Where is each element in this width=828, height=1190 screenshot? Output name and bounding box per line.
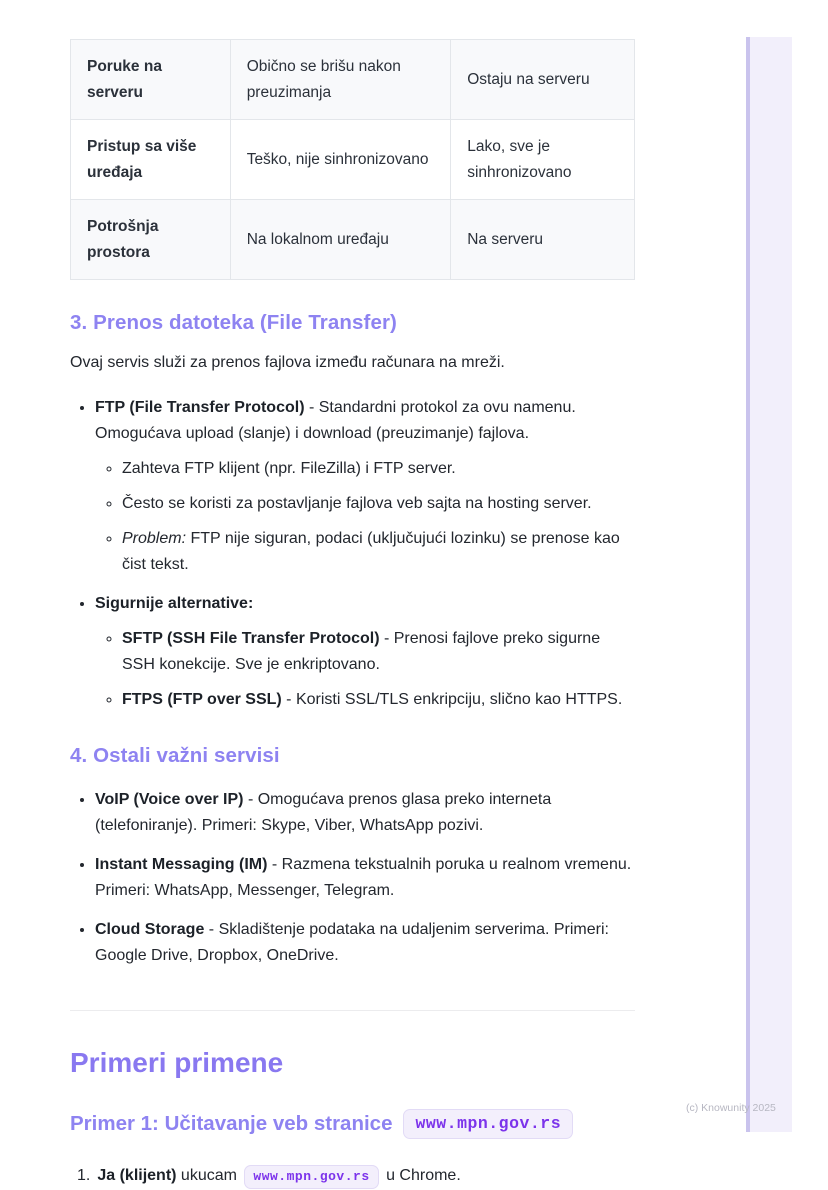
examples-title: Primeri primene [70,1047,284,1078]
list-item [122,626,635,678]
step-lead: Ja (klijent) [97,1167,177,1184]
section-3-heading: 3. Prenos datoteka (File Transfer) [70,311,397,334]
list-item-lead: VoIP (Voice over IP) [95,791,244,808]
list-item-voip [95,787,635,839]
alternatives-sublist [95,626,635,713]
url-code-chip: www.mpn.gov.rs [403,1109,573,1139]
list-item-text: - Omogućava prenos glasa preko interneta (telefoniranje). Primeri: Skype, Viber, WhatsApp pozivi. [95,791,552,834]
list-item-text: - Razmena tekstualnih poruka u realnom vremenu. Primeri: WhatsApp, Messenger, Telegram. [95,856,632,899]
ftp-sublist [95,456,635,578]
list-item-alternatives [95,591,635,713]
table-cell: Na lokalnom uređaju [230,200,451,280]
list-item-text: Često se koristi za postavljanje fajlova veb sajta na hosting server. [122,495,592,512]
step-number: 1. [77,1167,91,1184]
list-item-cloud [95,917,635,969]
list-item-text: - Skladištenje podataka na udaljenim serverima. Primeri: Google Drive, Dropbox, OneDrive. [95,921,609,964]
list-item-lead-italic: Problem: [122,530,187,547]
table-cell-label: Poruke na serveru [71,40,231,120]
list-item-text: - Standardni protokol za ovu namenu. Omogućava upload (slanje) i download (preuzimanje) fajlova. [95,399,576,442]
example-1-heading [70,1109,635,1139]
page-edge-decoration [746,37,792,1132]
table-row [71,200,635,280]
table-cell: Obično se brišu nakon preuzimanja [230,40,451,120]
list-item-ftp [95,395,635,578]
table-cell: Ostaju na serveru [451,40,635,120]
file-transfer-list [70,395,635,713]
step-text [97,1163,460,1190]
list-item [122,456,635,482]
list-item-lead: SFTP (SSH File Transfer Protocol) [122,630,380,647]
other-services-list [70,787,635,969]
table-cell: Na serveru [451,200,635,280]
list-item [122,687,635,713]
list-item-lead: FTP (File Transfer Protocol) [95,399,305,416]
step-end: u Chrome. [386,1167,461,1184]
example-1-heading-text: Primer 1: Učitavanje veb stranice [70,1112,393,1135]
list-item-text: Zahteva FTP klijent (npr. FileZilla) i FTP server. [122,460,456,477]
table-row [71,120,635,200]
table-cell: Teško, nije sinhronizovano [230,120,451,200]
comparison-table [70,39,635,280]
list-item-text: - Prenosi fajlove preko sigurne SSH konekcije. Sve je enkriptovano. [122,630,601,673]
url-code-chip-inline: www.mpn.gov.rs [244,1165,378,1189]
list-item [122,491,635,517]
list-item-text: FTP nije siguran, podaci (uključujući lozinku) se prenose kao čist tekst. [122,530,620,573]
table-row [71,40,635,120]
section-4-heading: 4. Ostali važni servisi [70,744,280,767]
list-item-lead: Cloud Storage [95,921,205,938]
table-cell: Lako, sve je sinhronizovano [451,120,635,200]
section-3-intro: Ovaj servis služi za prenos fajlova između računara na mreži. [70,354,505,371]
table-cell-label: Pristup sa više uređaja [71,120,231,200]
list-item [122,526,635,578]
section-divider [70,1010,635,1011]
list-item-lead: FTPS (FTP over SSL) [122,691,282,708]
numbered-step-1 [77,1163,635,1190]
list-item-lead: Sigurnije alternative: [95,595,254,612]
table-cell-label: Potrošnja prostora [71,200,231,280]
step-mid: ukucam [176,1167,237,1184]
list-item-lead: Instant Messaging (IM) [95,856,268,873]
document-content [70,39,635,1190]
list-item-text: - Koristi SSL/TLS enkripciju, slično kao HTTPS. [281,691,623,708]
copyright-footer: (c) Knowunity 2025 [686,1102,776,1114]
list-item-im [95,852,635,904]
